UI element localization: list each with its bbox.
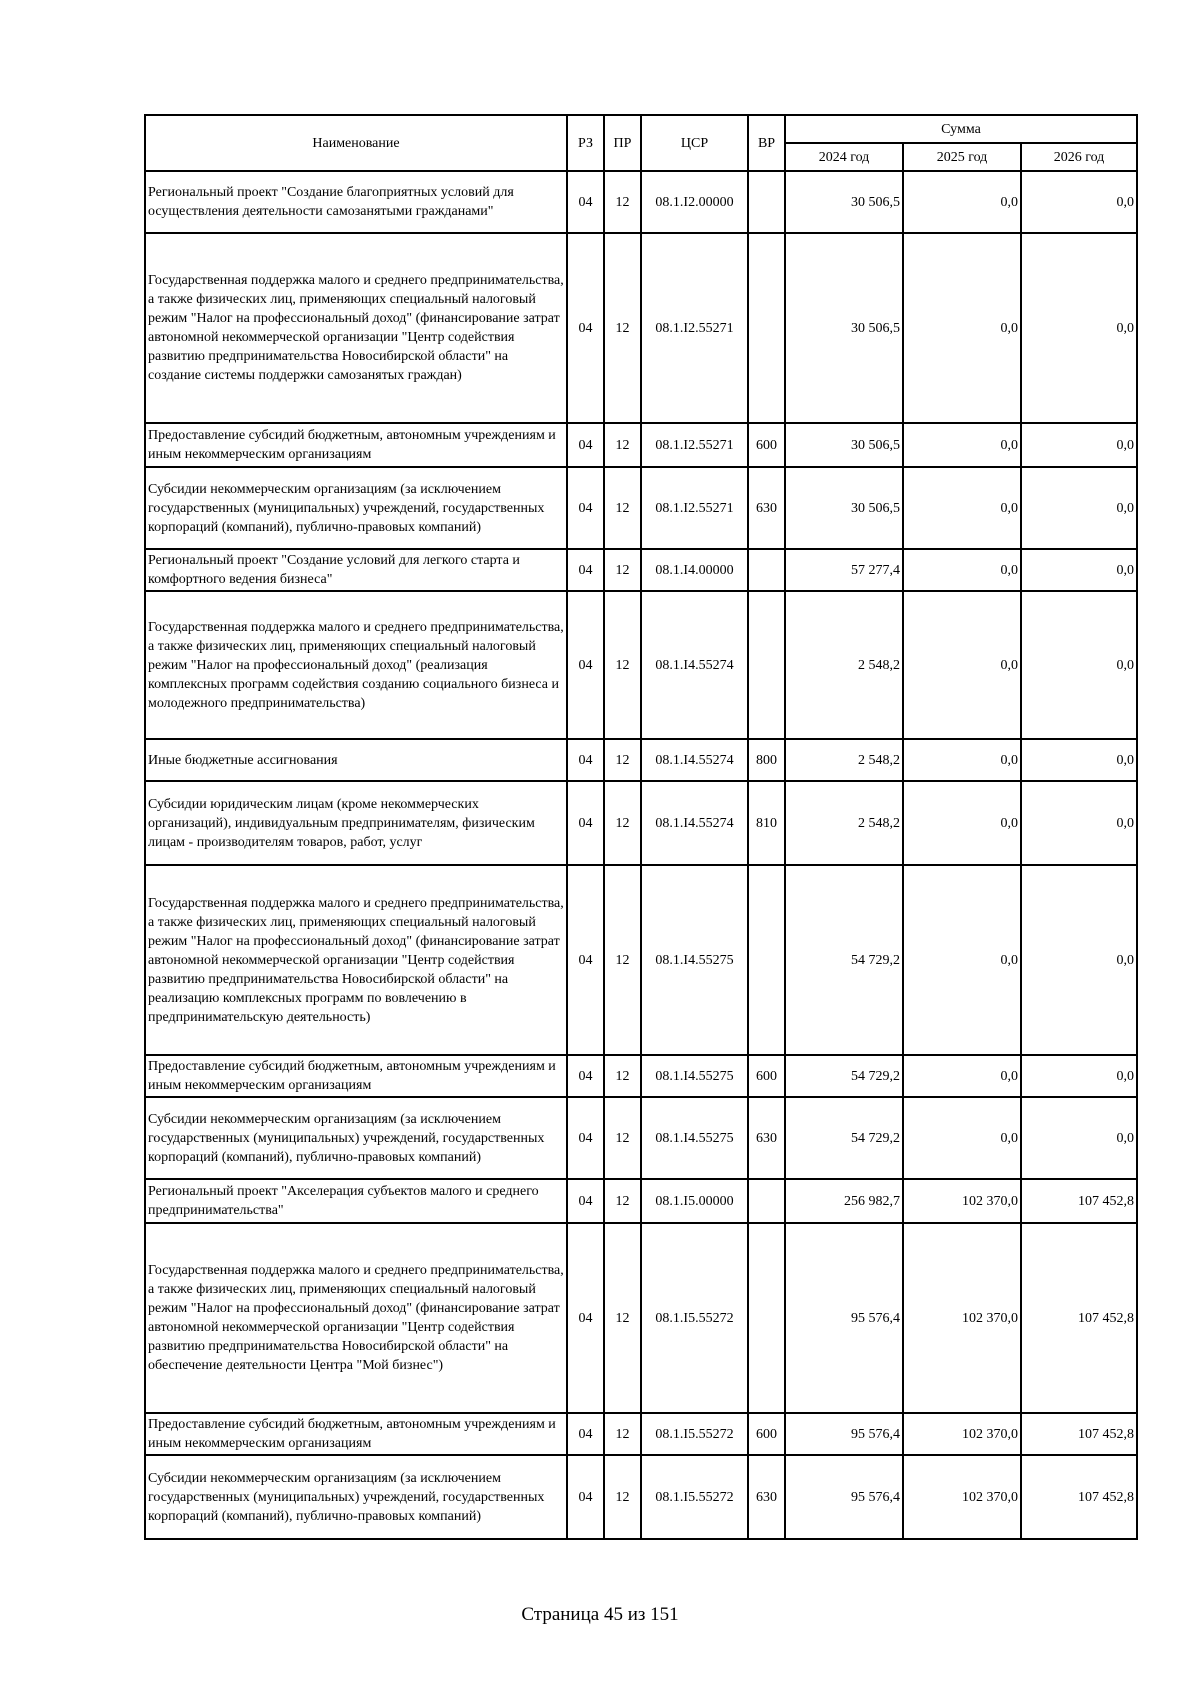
header-name: Наименование: [145, 115, 567, 171]
cell-2025: 0,0: [903, 423, 1021, 467]
table-row: [145, 1179, 1137, 1223]
cell-rz: 04: [567, 423, 604, 467]
table-row: [145, 781, 1137, 865]
cell-pr: 12: [604, 423, 641, 467]
cell-2025: 0,0: [903, 865, 1021, 1055]
cell-2024: 30 506,5: [785, 467, 903, 549]
table-row: [145, 171, 1137, 233]
cell-vr: 630: [748, 1455, 785, 1539]
table-row: [145, 1413, 1137, 1455]
cell-rz: 04: [567, 1097, 604, 1179]
cell-vr: 630: [748, 1097, 785, 1179]
cell-2026: 0,0: [1021, 171, 1137, 233]
cell-vr: [748, 591, 785, 739]
cell-csr: 08.1.I4.55274: [641, 739, 748, 781]
budget-table: [144, 114, 1138, 1540]
cell-pr: 12: [604, 549, 641, 591]
cell-csr: 08.1.I2.55271: [641, 233, 748, 423]
cell-pr: 12: [604, 739, 641, 781]
cell-name: Региональный проект "Создание благоприятных условий для осуществления деятельности самозанятыми гражданами": [145, 171, 567, 233]
cell-2026: 0,0: [1021, 423, 1137, 467]
header-csr: ЦСР: [641, 115, 748, 171]
cell-csr: 08.1.I5.55272: [641, 1223, 748, 1413]
cell-name: Предоставление субсидий бюджетным, автономным учреждениям и иным некоммерческим организациям: [145, 1055, 567, 1097]
cell-pr: 12: [604, 781, 641, 865]
cell-2026: 0,0: [1021, 781, 1137, 865]
cell-2024: 30 506,5: [785, 233, 903, 423]
cell-vr: [748, 1179, 785, 1223]
cell-name: Государственная поддержка малого и среднего предпринимательства, а также физических лиц, применяющих специальный налоговый режим "Налог на профессиональный доход" (финансирование затрат автономной некоммерческой организации "Центр содействия развитию предпринимательства Новосибирской области" на реализацию комплексных программ по вовлечению в предпринимательскую деятельность): [145, 865, 567, 1055]
cell-vr: [748, 233, 785, 423]
cell-2024: 30 506,5: [785, 423, 903, 467]
table-row: [145, 1097, 1137, 1179]
cell-csr: 08.1.I5.00000: [641, 1179, 748, 1223]
cell-pr: 12: [604, 171, 641, 233]
cell-rz: 04: [567, 739, 604, 781]
table-row: [145, 591, 1137, 739]
cell-pr: 12: [604, 1055, 641, 1097]
cell-2026: 107 452,8: [1021, 1179, 1137, 1223]
cell-2026: 0,0: [1021, 233, 1137, 423]
cell-vr: [748, 171, 785, 233]
cell-name: Иные бюджетные ассигнования: [145, 739, 567, 781]
cell-2024: 95 576,4: [785, 1223, 903, 1413]
cell-name: Субсидии некоммерческим организациям (за исключением государственных (муниципальных) учреждений, государственных корпораций (компаний), публично-правовых компаний): [145, 1455, 567, 1539]
cell-2025: 102 370,0: [903, 1179, 1021, 1223]
cell-vr: 810: [748, 781, 785, 865]
cell-2025: 0,0: [903, 591, 1021, 739]
cell-2024: 2 548,2: [785, 739, 903, 781]
cell-2024: 95 576,4: [785, 1413, 903, 1455]
cell-rz: 04: [567, 1179, 604, 1223]
cell-vr: 800: [748, 739, 785, 781]
cell-2025: 0,0: [903, 233, 1021, 423]
cell-2025: 0,0: [903, 781, 1021, 865]
table-row: [145, 1455, 1137, 1539]
cell-pr: 12: [604, 865, 641, 1055]
cell-2024: 2 548,2: [785, 781, 903, 865]
cell-2026: 0,0: [1021, 591, 1137, 739]
cell-csr: 08.1.I4.55274: [641, 591, 748, 739]
cell-name: Субсидии некоммерческим организациям (за исключением государственных (муниципальных) учреждений, государственных корпораций (компаний), публично-правовых компаний): [145, 1097, 567, 1179]
page-footer: [0, 1604, 1200, 1626]
footer-of-label: из: [627, 1604, 646, 1625]
cell-rz: 04: [567, 549, 604, 591]
cell-2026: 0,0: [1021, 467, 1137, 549]
cell-2025: 0,0: [903, 1055, 1021, 1097]
cell-csr: 08.1.I4.55275: [641, 865, 748, 1055]
cell-name: Региональный проект "Создание условий для легкого старта и комфортного ведения бизнеса": [145, 549, 567, 591]
cell-csr: 08.1.I5.55272: [641, 1455, 748, 1539]
cell-2026: 0,0: [1021, 739, 1137, 781]
cell-pr: 12: [604, 233, 641, 423]
cell-vr: 600: [748, 1055, 785, 1097]
header-pr: ПР: [604, 115, 641, 171]
footer-page-label: Страница: [521, 1604, 600, 1625]
table-row: [145, 739, 1137, 781]
cell-rz: 04: [567, 591, 604, 739]
table-row: [145, 467, 1137, 549]
cell-2024: 256 982,7: [785, 1179, 903, 1223]
header-2024: 2024 год: [785, 143, 903, 171]
cell-pr: 12: [604, 1455, 641, 1539]
cell-name: Государственная поддержка малого и среднего предпринимательства, а также физических лиц, применяющих специальный налоговый режим "Налог на профессиональный доход" (реализация комплексных программ содействия созданию социального бизнеса и молодежного предпринимательства): [145, 591, 567, 739]
cell-name: Субсидии некоммерческим организациям (за исключением государственных (муниципальных) учреждений, государственных корпораций (компаний), публично-правовых компаний): [145, 467, 567, 549]
cell-pr: 12: [604, 467, 641, 549]
cell-vr: 600: [748, 1413, 785, 1455]
cell-2026: 107 452,8: [1021, 1223, 1137, 1413]
cell-csr: 08.1.I2.00000: [641, 171, 748, 233]
cell-csr: 08.1.I4.00000: [641, 549, 748, 591]
table-row: [145, 233, 1137, 423]
footer-total-pages: 151: [650, 1604, 679, 1625]
cell-csr: 08.1.I4.55275: [641, 1055, 748, 1097]
cell-2024: 57 277,4: [785, 549, 903, 591]
cell-2024: 2 548,2: [785, 591, 903, 739]
cell-2025: 0,0: [903, 467, 1021, 549]
cell-2025: 0,0: [903, 1097, 1021, 1179]
table-row: [145, 1055, 1137, 1097]
cell-rz: 04: [567, 1413, 604, 1455]
cell-name: Субсидии юридическим лицам (кроме некоммерческих организаций), индивидуальным предпринимателям, физическим лицам - производителям товаров, работ, услуг: [145, 781, 567, 865]
cell-pr: 12: [604, 1097, 641, 1179]
cell-rz: 04: [567, 233, 604, 423]
cell-2026: 107 452,8: [1021, 1455, 1137, 1539]
cell-2024: 54 729,2: [785, 1097, 903, 1179]
header-2026: 2026 год: [1021, 143, 1137, 171]
cell-2025: 102 370,0: [903, 1223, 1021, 1413]
cell-rz: 04: [567, 1055, 604, 1097]
table-row: [145, 423, 1137, 467]
cell-2026: 0,0: [1021, 549, 1137, 591]
cell-2024: 54 729,2: [785, 1055, 903, 1097]
header-rz: РЗ: [567, 115, 604, 171]
header-2025: 2025 год: [903, 143, 1021, 171]
cell-name: Государственная поддержка малого и среднего предпринимательства, а также физических лиц, применяющих специальный налоговый режим "Налог на профессиональный доход" (финансирование затрат автономной некоммерческой организации "Центр содействия развитию предпринимательства Новосибирской области" на обеспечение деятельности Центра "Мой бизнес"): [145, 1223, 567, 1413]
cell-csr: 08.1.I5.55272: [641, 1413, 748, 1455]
cell-2024: 54 729,2: [785, 865, 903, 1055]
cell-2025: 102 370,0: [903, 1413, 1021, 1455]
cell-rz: 04: [567, 467, 604, 549]
table-row: [145, 865, 1137, 1055]
cell-vr: [748, 865, 785, 1055]
cell-pr: 12: [604, 1223, 641, 1413]
cell-name: Предоставление субсидий бюджетным, автономным учреждениям и иным некоммерческим организациям: [145, 1413, 567, 1455]
cell-pr: 12: [604, 1413, 641, 1455]
cell-rz: 04: [567, 865, 604, 1055]
table-body: [145, 171, 1137, 1539]
header-vr: ВР: [748, 115, 785, 171]
table-row: [145, 1223, 1137, 1413]
cell-pr: 12: [604, 1179, 641, 1223]
cell-rz: 04: [567, 1223, 604, 1413]
cell-2024: 95 576,4: [785, 1455, 903, 1539]
cell-name: Региональный проект "Акселерация субъектов малого и среднего предпринимательства": [145, 1179, 567, 1223]
footer-page-number: 45: [603, 1604, 623, 1625]
cell-pr: 12: [604, 591, 641, 739]
cell-rz: 04: [567, 781, 604, 865]
cell-2024: 30 506,5: [785, 171, 903, 233]
cell-csr: 08.1.I4.55275: [641, 1097, 748, 1179]
cell-2026: 0,0: [1021, 865, 1137, 1055]
cell-vr: [748, 549, 785, 591]
table-row: [145, 549, 1137, 591]
cell-name: Государственная поддержка малого и среднего предпринимательства, а также физических лиц, применяющих специальный налоговый режим "Налог на профессиональный доход" (финансирование затрат автономной некоммерческой организации "Центр содействия развитию предпринимательства Новосибирской области" на создание системы поддержки самозанятых граждан): [145, 233, 567, 423]
cell-csr: 08.1.I2.55271: [641, 423, 748, 467]
cell-rz: 04: [567, 1455, 604, 1539]
cell-2026: 0,0: [1021, 1055, 1137, 1097]
cell-vr: [748, 1223, 785, 1413]
cell-2025: 0,0: [903, 549, 1021, 591]
cell-vr: 600: [748, 423, 785, 467]
header-sum: Сумма: [785, 115, 1137, 143]
cell-2026: 0,0: [1021, 1097, 1137, 1179]
cell-2025: 0,0: [903, 171, 1021, 233]
cell-csr: 08.1.I4.55274: [641, 781, 748, 865]
cell-rz: 04: [567, 171, 604, 233]
cell-csr: 08.1.I2.55271: [641, 467, 748, 549]
cell-name: Предоставление субсидий бюджетным, автономным учреждениям и иным некоммерческим организациям: [145, 423, 567, 467]
cell-2025: 0,0: [903, 739, 1021, 781]
cell-vr: 630: [748, 467, 785, 549]
cell-2026: 107 452,8: [1021, 1413, 1137, 1455]
cell-2025: 102 370,0: [903, 1455, 1021, 1539]
